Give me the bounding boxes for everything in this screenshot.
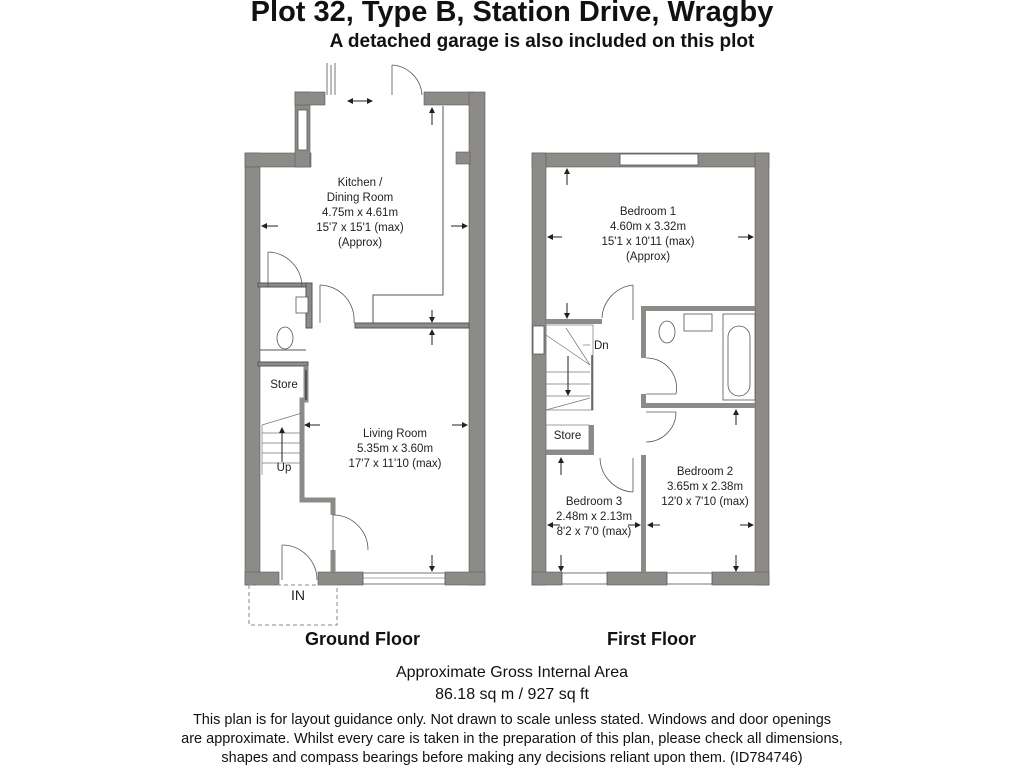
room-name: Living Room xyxy=(363,428,427,440)
room-imperial: 12'0 x 7'10 (max) xyxy=(661,496,749,508)
first-floor-label: First Floor xyxy=(607,629,696,649)
stairs-down-label: Dn xyxy=(594,340,609,352)
ground-floor-label: Ground Floor xyxy=(305,629,420,649)
disclaimer-line-1: This plan is for layout guidance only. Not drawn to scale unless stated. Windows and door openings xyxy=(192,712,832,728)
room-note: (Approx) xyxy=(337,237,383,249)
room-label-bedroom-2 xyxy=(645,465,765,510)
room-label-living-room xyxy=(320,427,470,472)
plan-subtitle: A detached garage is also included on this plot xyxy=(329,31,755,52)
area-title: Approximate Gross Internal Area xyxy=(395,664,629,681)
room-name: Kitchen / xyxy=(337,177,383,189)
room-label-store-first: Store xyxy=(553,430,582,442)
room-label-bedroom-1 xyxy=(578,205,718,265)
room-imperial: 15'7 x 15'1 (max) xyxy=(316,222,404,234)
disclaimer-line-2: are approximate. Whilst every care is taken in the preparation of this plan, please check all dimensions, xyxy=(181,731,843,747)
area-value: 86.18 sq m / 927 sq ft xyxy=(435,686,589,703)
room-metric: 3.65m x 2.38m xyxy=(666,481,744,493)
room-imperial: 8'2 x 7'0 (max) xyxy=(556,526,632,538)
plan-title: Plot 32, Type B, Station Drive, Wragby xyxy=(250,0,774,28)
room-imperial: 17'7 x 11'10 (max) xyxy=(348,458,442,470)
room-name: Bedroom 3 xyxy=(565,496,623,508)
room-label-kitchen xyxy=(290,176,430,251)
room-metric: 5.35m x 3.60m xyxy=(356,443,434,455)
room-imperial: 15'1 x 10'11 (max) xyxy=(601,236,695,248)
room-name: Bedroom 2 xyxy=(676,466,734,478)
room-metric: 4.60m x 3.32m xyxy=(609,221,687,233)
room-label-bedroom-3 xyxy=(545,495,643,540)
entrance-label: IN xyxy=(291,587,305,603)
room-name-line2: Dining Room xyxy=(326,192,394,204)
disclaimer xyxy=(0,711,1024,768)
room-metric: 4.75m x 4.61m xyxy=(321,207,399,219)
disclaimer-line-3: shapes and compass bearings before making any decisions reliant upon them. (ID784746) xyxy=(221,750,803,766)
room-name: Bedroom 1 xyxy=(619,206,677,218)
stairs-up-label: Up xyxy=(276,462,292,474)
room-metric: 2.48m x 2.13m xyxy=(555,511,633,523)
ground-floor-plan xyxy=(245,63,485,625)
room-note: (Approx) xyxy=(625,251,671,263)
room-label-store-ground: Store xyxy=(270,379,298,391)
